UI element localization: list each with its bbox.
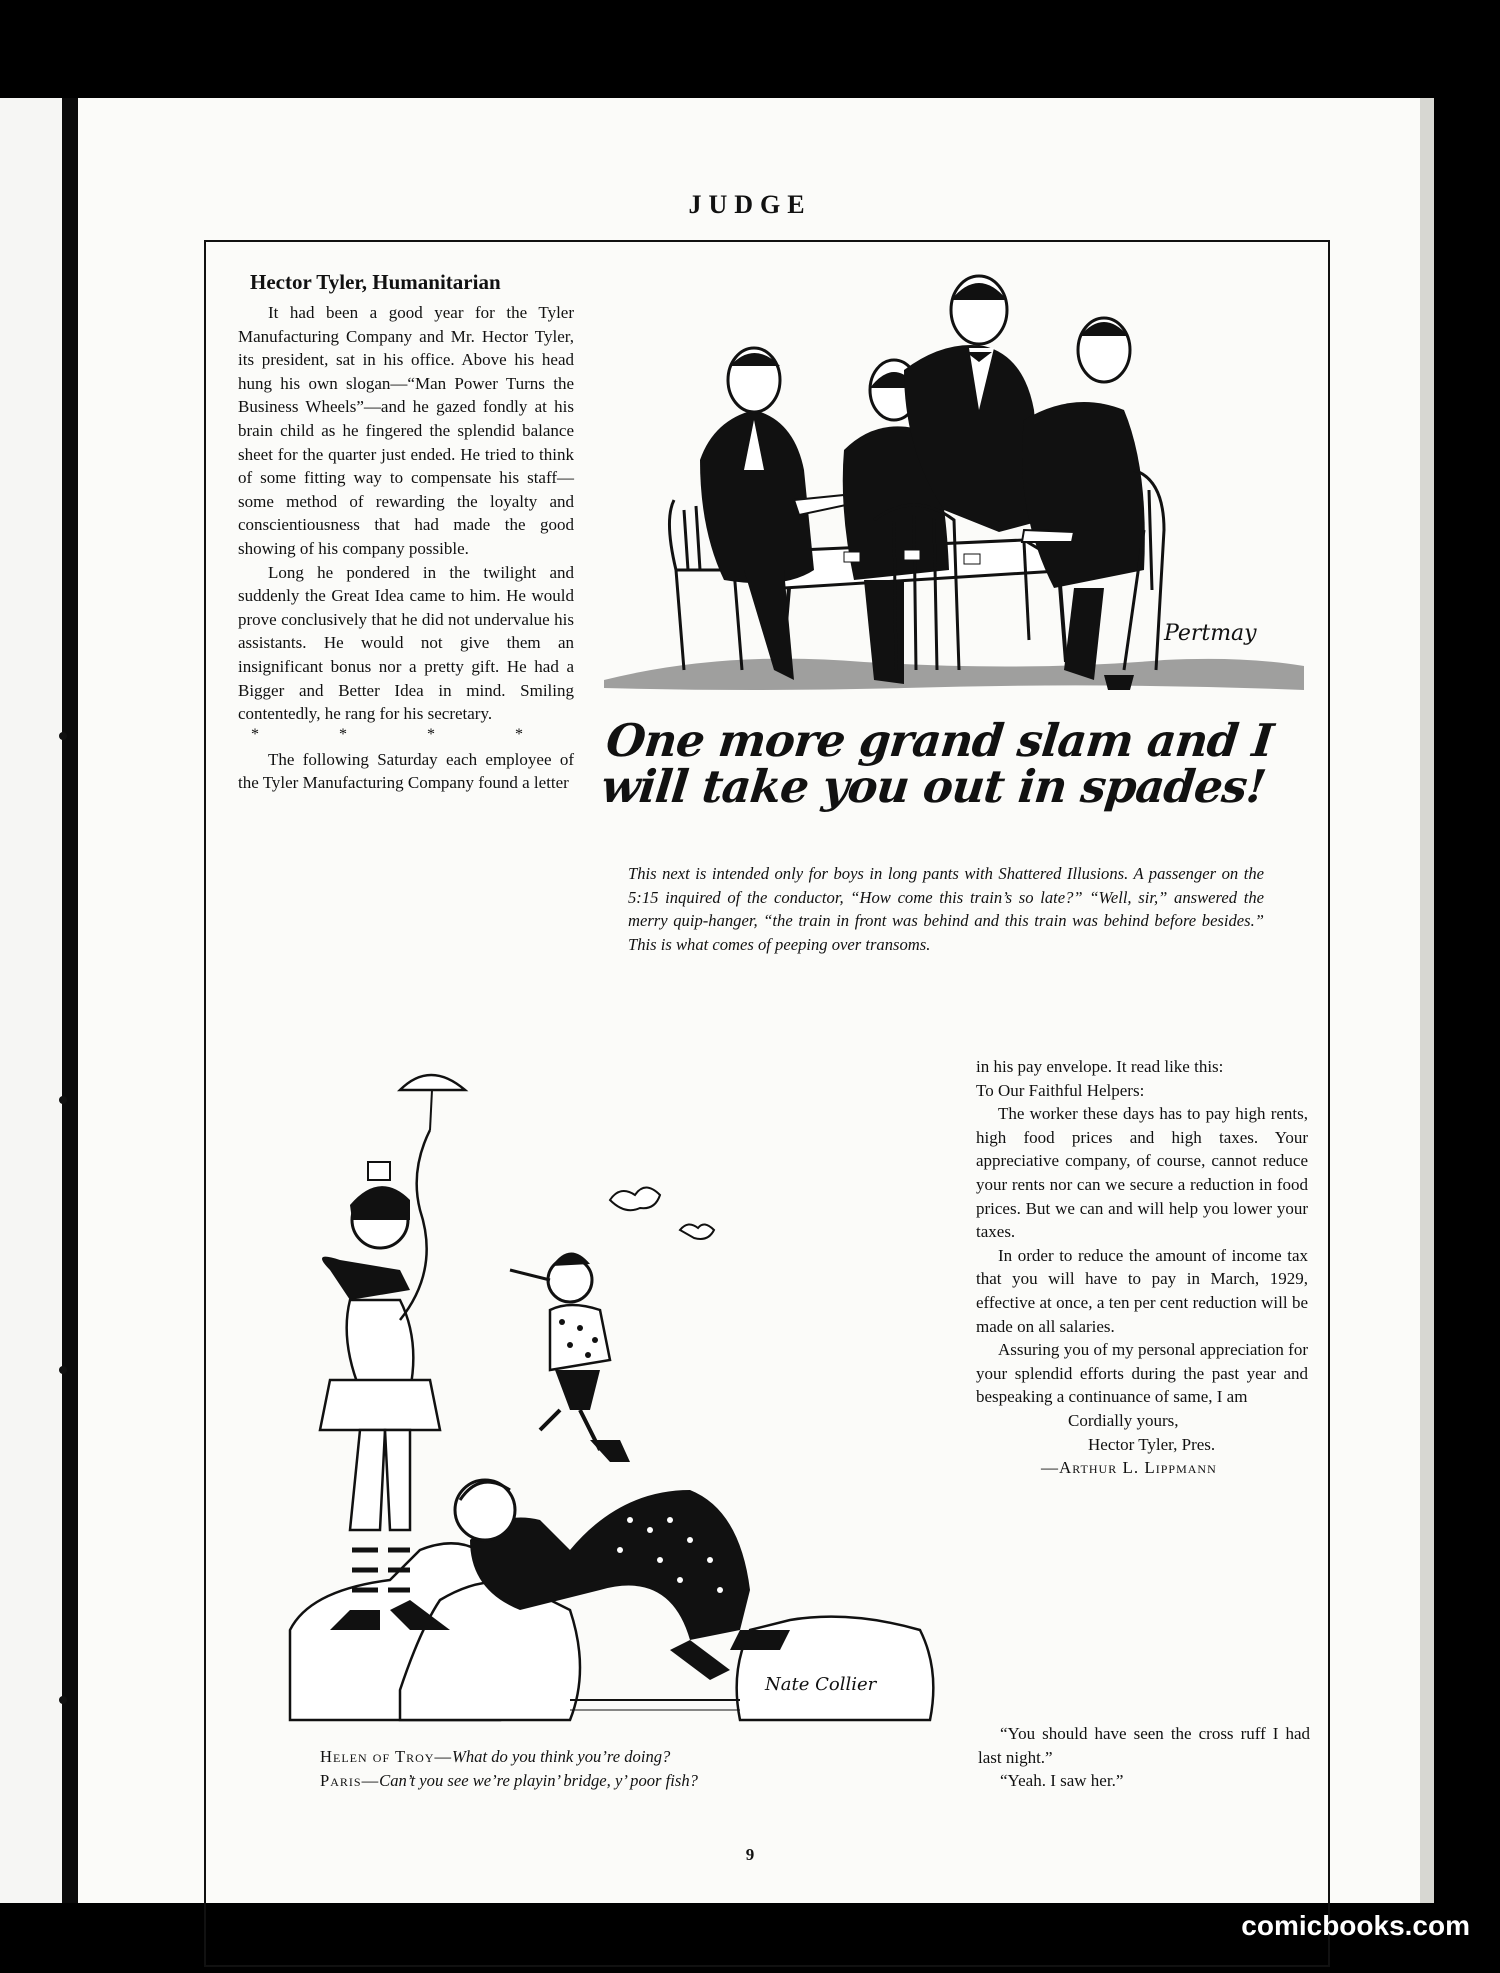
binding-marks [56,600,70,1800]
page-number: 9 [745,1845,755,1864]
letter-signer: Hector Tyler, Pres. [1088,1434,1216,1454]
cartoon-dialogue [320,1745,698,1793]
masthead: JUDGE [688,190,812,219]
story-column-1 [238,270,574,795]
story-author: —Arthur L. Lippmann [1041,1458,1217,1478]
cartoon-caption-line: will take you out in spades! [598,760,1268,813]
story-paragraph: in his pay envelope. It read like this: [976,1057,1224,1076]
letter-paragraph: Assuring you of my personal appreciation for your splendid efforts during the past year and bespeaking a continuance of same, I am [976,1340,1308,1407]
joke-line: “Yeah. I saw her.” [1000,1771,1124,1791]
helen-paris-cartoon [270,1070,950,1730]
speaker-name: Paris— [320,1771,380,1790]
section-break: * * * * [251,725,561,743]
letter-paragraph: In order to reduce the amount of income tax that you will have to pay in March, 1929, effective at once, a ten per cent reduction will be made on all salaries. [976,1245,1308,1336]
page-edge [1420,98,1434,1903]
story-column-2 [976,1055,1308,1480]
story-paragraph: The following Saturday each employee of the Tyler Manufacturing Company found a letter [238,749,574,793]
letter-paragraph: The worker these days has to pay high rents, high food prices and high taxes. Your appreciative company, of course, cannot reduce your rents nor can we secure a reduction in food prices. But we can and will help you lower your taxes. [976,1104,1308,1242]
speaker-name: Helen of Troy— [320,1747,453,1766]
cartoonist-signature: Nate Collier [765,1674,877,1695]
dialogue-line [320,1745,698,1769]
letter-salutation: To Our Faithful Helpers: [976,1080,1145,1100]
story-paragraph: Long he pondered in the twilight and suddenly the Great Idea came to him. He would prove conclusively that he did not undervalue his assistants. He would not give them an insignificant bonus nor a pretty gift. He had a Bigger and Better Idea in mind. Smiling contentedly, he rang for his secretary. [238,562,574,724]
joke-line: “You should have seen the cross ruff I had last night.” [978,1724,1310,1767]
story-paragraph: It had been a good year for the Tyler Manufacturing Company and Mr. Hector Tyler, its president, sat in his office. Above his head hung his own slogan—“Man Power Turns the Business Wheels”—and he gazed fondly at his brain child as he fingered the splendid balance sheet for the quarter just ended. He tried to think of some fitting way to compensate his staff—some method of rewarding the loyalty and conscientiousness that had made the good showing of his company possible. [238,303,574,558]
facing-page-edge [0,98,64,1903]
dialogue-text: What do you think you’re doing? [452,1747,671,1766]
cartoonist-signature: Pertmay [1164,621,1257,646]
cartoon-caption-line: One more grand slam and I [603,714,1276,767]
watermark: comicbooks.com [1241,1910,1470,1941]
card-players-cartoon [604,270,1304,710]
dialogue-text: Can’t you see we’re playin’ bridge, y’ poor fish? [379,1771,698,1790]
dialogue-line [320,1769,698,1793]
cartoon-caption [598,714,1309,813]
gag-paragraph: This next is intended only for boys in long pants with Shattered Illusions. A passenger on the 5:15 inquired of the conductor, “How come this train’s so late?” “Well, sir,” answered the merry quip-hanger, “the train in front was behind and this train was behind before besides.” This is what comes of peeping over transoms. [628,864,1264,954]
bridge-joke [978,1722,1310,1793]
letter-closing: Cordially yours, [1068,1410,1179,1430]
story-headline: Hector Tyler, Humanitarian [250,270,501,294]
